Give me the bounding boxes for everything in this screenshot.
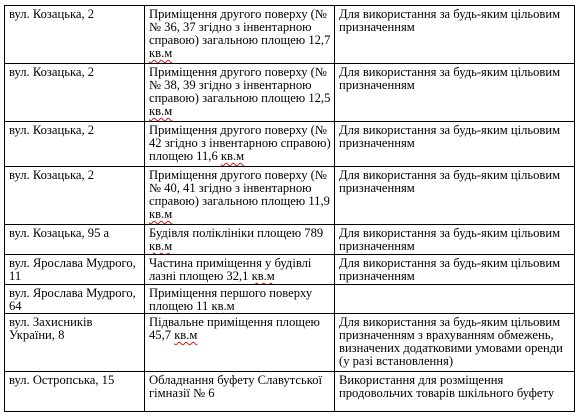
purpose-cell: Для використання за будь-яким цільовим призначенням bbox=[335, 225, 575, 255]
area-unit: кв.м bbox=[174, 328, 198, 342]
description-cell bbox=[145, 122, 335, 167]
table-row bbox=[5, 255, 575, 285]
purpose-cell: Для використання за будь-яким цільовим призначенням bbox=[335, 6, 575, 64]
table-row bbox=[5, 314, 575, 372]
description-cell bbox=[145, 167, 335, 225]
table-row bbox=[5, 225, 575, 255]
area-unit: кв.м bbox=[149, 239, 173, 253]
description-text: Частина приміщення у будівлі лазні площею 32,1 bbox=[149, 256, 312, 283]
description-text: Приміщення першого поверху площею 11 bbox=[149, 286, 313, 313]
description-cell bbox=[145, 64, 335, 122]
purpose-cell: Для використання за будь-яким цільовим призначенням bbox=[335, 64, 575, 122]
address-cell: вул. Ярослава Мудрого, 64 bbox=[5, 285, 145, 314]
address-cell: вул. Козацька, 2 bbox=[5, 167, 145, 225]
description-text: Підвальне приміщення площею 45,7 bbox=[149, 315, 320, 342]
table-row bbox=[5, 285, 575, 314]
purpose-cell: Для використання за будь-яким цільовим призначенням bbox=[335, 167, 575, 225]
description-text: Приміщення другого поверху (№№ 36, 37 згідно з інвентарною справою) загальною площею 12,7 bbox=[149, 7, 331, 47]
description-cell bbox=[145, 6, 335, 64]
purpose-cell: Для використання за будь-яким цільовим призначенням bbox=[335, 255, 575, 285]
area-unit: кв.м bbox=[149, 104, 173, 118]
property-table bbox=[4, 5, 575, 412]
purpose-cell: Використання для розміщення продовольчих товарів шкільного буфету bbox=[335, 372, 575, 412]
address-cell: вул. Козацька, 95 а bbox=[5, 225, 145, 255]
purpose-cell: Для використання за будь-яким цільовим призначенням з врахуванням обмежень, визначених додатковими умовами оренди (у разі встановлення) bbox=[335, 314, 575, 372]
table-row bbox=[5, 64, 575, 122]
purpose-cell bbox=[335, 285, 575, 314]
area-unit: кв.м bbox=[149, 207, 173, 221]
description-cell bbox=[145, 372, 335, 412]
address-cell: вул. Козацька, 2 bbox=[5, 6, 145, 64]
address-cell: вул. Ярослава Мудрого, 11 bbox=[5, 255, 145, 285]
description-text: Приміщення другого поверху (№№ 38, 39 згідно з інвентарною справою) загальною площею 12,5 bbox=[149, 65, 331, 105]
address-cell: вул. Козацька, 2 bbox=[5, 122, 145, 167]
table-row bbox=[5, 6, 575, 64]
property-table-body bbox=[5, 6, 575, 412]
table-row bbox=[5, 372, 575, 412]
area-unit: кв.м bbox=[220, 149, 245, 163]
address-cell: вул. Остропська, 15 bbox=[5, 372, 145, 412]
area-unit: кв.м bbox=[251, 269, 275, 283]
address-cell: вул. Захисників України, 8 bbox=[5, 314, 145, 372]
description-text: Приміщення другого поверху (№№ 40, 41 згідно з інвентарною справою) загальною площею 11,9 bbox=[149, 168, 330, 208]
address-cell: вул. Козацька, 2 bbox=[5, 64, 145, 122]
area-unit: кв.м bbox=[211, 299, 235, 313]
purpose-cell: Для використання за будь-яким цільовим призначенням bbox=[335, 122, 575, 167]
description-text: Обладнання буфету Славутської гімназії № 6 bbox=[149, 373, 323, 400]
description-text: Приміщення другого поверху (№ 42 згідно з інвентарною справою) площею 11,6 bbox=[149, 123, 331, 163]
description-cell bbox=[145, 255, 335, 285]
description-cell bbox=[145, 285, 335, 314]
description-cell bbox=[145, 225, 335, 255]
description-text: Будівля поліклініки площею 789 bbox=[149, 226, 324, 240]
description-cell bbox=[145, 314, 335, 372]
table-row bbox=[5, 167, 575, 225]
table-row bbox=[5, 122, 575, 167]
area-unit: кв.м bbox=[149, 46, 173, 60]
